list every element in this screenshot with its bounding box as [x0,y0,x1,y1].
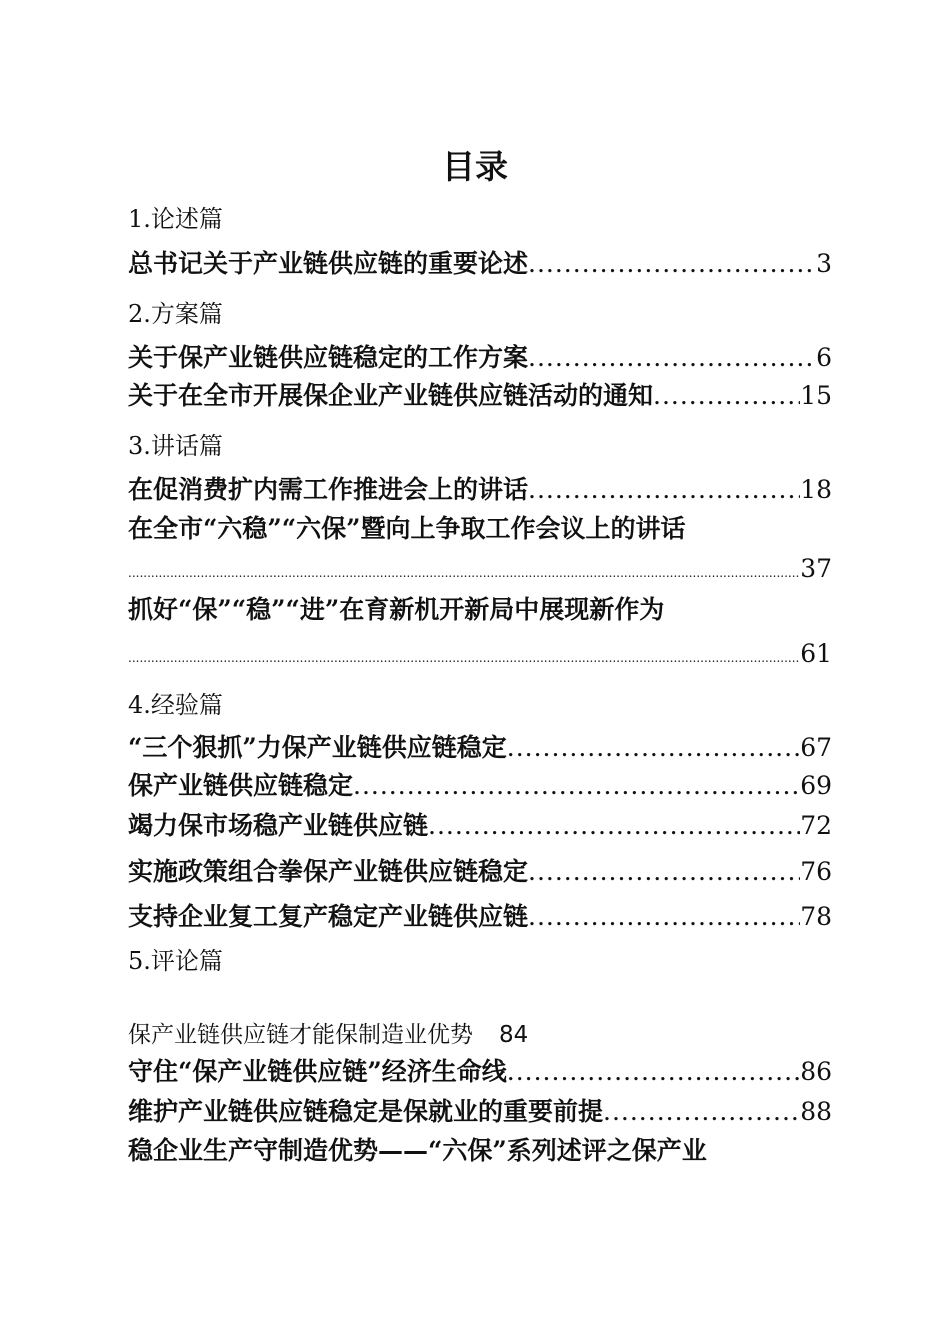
toc-entry-leader-line [128,636,832,676]
toc-title: 目录 [442,147,508,186]
toc-entry-title: 实施政策组合拳保产业链供应链稳定 [128,857,529,886]
toc-entry-page: 3 [816,249,832,278]
toc-entry[interactable] [128,472,832,508]
dot-leader [653,378,800,414]
dot-leader [528,340,816,376]
toc-entry[interactable] [128,854,832,890]
section-heading: 1.论述篇 [128,205,223,233]
section-heading: 3.讲话篇 [128,432,223,460]
toc-entry-title: 竭力保市场稳产业链供应链 [128,811,429,840]
toc-entry-title: 守住“保产业链供应链”经济生命线 [128,1057,507,1086]
toc-entry[interactable] [128,768,832,804]
toc-entry[interactable] [128,340,832,376]
dot-leader [353,768,800,804]
dot-leader [528,854,800,890]
toc-entry[interactable] [128,378,832,414]
toc-entry-page: 69 [800,771,832,800]
toc-entry-page: 18 [800,475,832,504]
toc-entry-page: 72 [800,811,832,840]
toc-entry-title: “三个狠抓”力保产业链供应链稳定 [128,733,507,762]
toc-entry[interactable] [128,808,832,844]
toc-entry[interactable] [128,899,832,935]
toc-entry-page: 86 [800,1057,832,1086]
toc-entry-page: 88 [800,1097,832,1126]
section-heading: 5.评论篇 [128,947,223,975]
toc-entry[interactable] [128,730,832,766]
dot-leader [428,808,800,844]
dot-leader [128,640,800,676]
toc-entry-title: 支持企业复工复产稳定产业链供应链 [128,902,529,931]
toc-entry-page: 78 [800,902,832,931]
section-heading: 2.方案篇 [128,300,223,328]
toc-entry-title: 在促消费扩内需工作推进会上的讲话 [128,475,529,504]
dot-leader [528,246,816,282]
toc-entry-title[interactable]: 在全市“六稳”“六保”暨向上争取工作会议上的讲话 [128,514,686,543]
dot-leader [507,730,800,766]
toc-entry[interactable] [128,1094,832,1130]
toc-entry-title: 保产业链供应链才能保制造业优势 [128,1022,473,1048]
section-heading: 4.经验篇 [128,691,223,719]
dot-leader [528,472,800,508]
toc-entry-title: 关于在全市开展保企业产业链供应链活动的通知 [128,381,654,410]
toc-entry-page: 84 [499,1022,529,1048]
dot-leader [603,1094,800,1130]
toc-entry-title[interactable]: 抓好“保”“稳”“进”在育新机开新局中展现新作为 [128,595,665,624]
toc-entry-page: 37 [800,554,832,583]
toc-entry-page: 61 [800,639,832,668]
toc-entry-page: 67 [800,733,832,762]
dot-leader [128,555,800,591]
toc-entry-page: 15 [800,381,832,410]
toc-entry-page: 76 [800,857,832,886]
toc-entry-title: 维护产业链供应链稳定是保就业的重要前提 [128,1097,604,1126]
toc-entry-leader-line [128,551,832,591]
dot-leader [528,899,800,935]
toc-entry-title: 关于保产业链供应链稳定的工作方案 [128,343,529,372]
toc-entry[interactable] [128,246,832,282]
toc-entry[interactable] [128,1054,832,1090]
toc-entry-title[interactable]: 稳企业生产守制造优势——“六保”系列述评之保产业 [128,1136,707,1165]
dot-leader [507,1054,800,1090]
toc-entry-title: 总书记关于产业链供应链的重要论述 [128,249,529,278]
toc-entry-title: 保产业链供应链稳定 [128,771,354,800]
toc-entry-page: 6 [816,343,832,372]
toc-entry[interactable] [128,1018,832,1052]
